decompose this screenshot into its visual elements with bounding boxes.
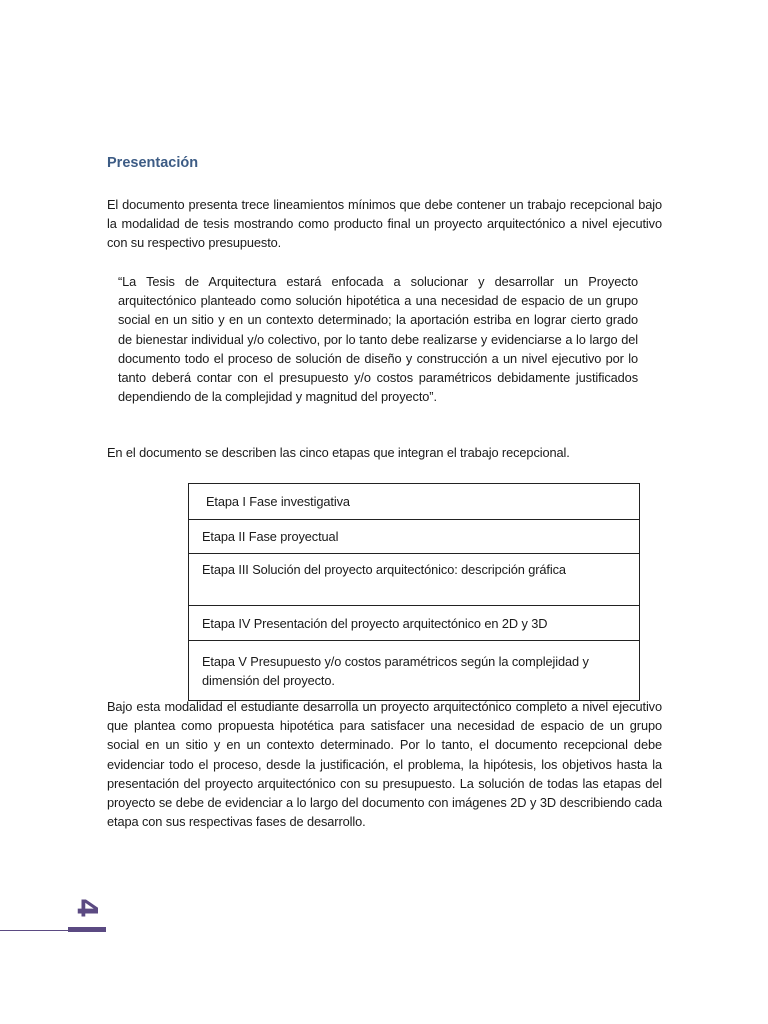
stage-2-cell: Etapa II Fase proyectual — [189, 520, 640, 554]
stage-4-cell: Etapa IV Presentación del proyecto arquitectónico en 2D y 3D — [189, 606, 640, 641]
table-row — [189, 606, 640, 641]
table-row — [189, 554, 640, 606]
closing-paragraph: Bajo esta modalidad el estudiante desarrolla un proyecto arquitectónico completo a nivel ejecutivo que plantea como propuesta hipotética para satisfacer una necesidad de espacio de un grupo social en un sitio y en un contexto determinado. Por lo tanto, el documento recepcional debe evidenciar todo el proceso, desde la justificación, el problema, la hipótesis, los objetivos hasta la presentación del proyecto arquitectónico con su presupuesto. La solución de todas las etapas del proyecto se debe de evidenciar a lo largo del documento con imágenes 2D y 3D describiendo cada etapa con sus respectivas fases de desarrollo. — [107, 699, 662, 830]
page-number: 4 — [71, 898, 104, 918]
stage-3-cell: Etapa III Solución del proyecto arquitectónico: descripción gráfica — [189, 554, 640, 606]
stage-5-cell: Etapa V Presupuesto y/o costos paramétricos según la complejidad y dimensión del proyecto. — [189, 641, 640, 701]
stages-intro-paragraph: En el documento se describen las cinco etapas que integran el trabajo recepcional. — [107, 445, 570, 460]
table-row — [189, 520, 640, 554]
thesis-quote: “La Tesis de Arquitectura estará enfocada a solucionar y desarrollar un Proyecto arquitectónico planteado como solución hipotética a una necesidad de espacio de un grupo social en un sitio y en un contexto determinado; la aportación estriba en lograr cierto grado de bienestar individual y/o colectivo, por lo tanto debe realizarse y evidenciarse a lo largo del documento todo el proceso de solución de diseño y construcción a un nivel ejecutivo por lo tanto deberá contar con el presupuesto y/o costos paramétricos debidamente justificados dependiendo de la complejidad y magnitud del proyecto”. — [118, 274, 638, 405]
section-heading: Presentación — [107, 155, 199, 171]
table-row — [189, 484, 640, 520]
stages-table — [188, 483, 640, 701]
table-row — [189, 641, 640, 701]
stage-1-cell: Etapa I Fase investigativa — [189, 484, 640, 520]
footer-rule — [0, 930, 68, 931]
intro-paragraph: El documento presenta trece lineamientos mínimos que debe contener un trabajo recepcional bajo la modalidad de tesis mostrando como producto final un proyecto arquitectónico a nivel ejecutivo con su respectivo presupuesto. — [107, 197, 662, 251]
page-number-bar — [68, 927, 106, 932]
